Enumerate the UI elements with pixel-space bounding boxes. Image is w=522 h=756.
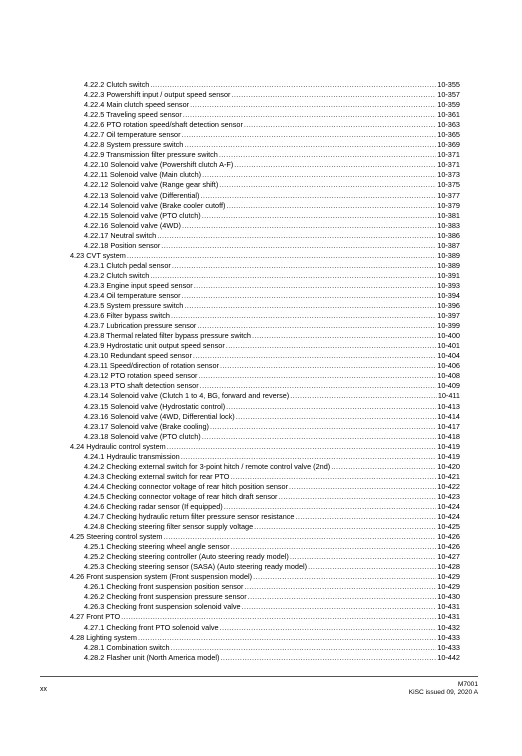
toc-dot-leader — [252, 331, 436, 341]
toc-dot-leader — [184, 301, 436, 311]
toc-dot-leader — [242, 602, 437, 612]
toc-entry-page: 10-414 — [437, 411, 460, 421]
toc-entry-title: 4.26 Front suspension system (Front suspension model) — [70, 572, 253, 582]
toc-entry-page: 10-387 — [437, 240, 460, 250]
toc-entry-page: 10-371 — [437, 150, 460, 160]
toc-dot-leader — [331, 462, 436, 472]
toc-entry-title: 4.23.17 Solenoid valve (Brake cooling) — [84, 421, 209, 431]
toc-entry-page: 10-411 — [437, 391, 460, 401]
toc-subsection-entry[interactable] — [70, 623, 460, 633]
footer-page-number: xx — [40, 686, 47, 693]
toc-section-entry[interactable] — [70, 251, 460, 261]
toc-subsection-entry[interactable] — [70, 130, 460, 140]
toc-entry-title: 4.22.15 Solenoid valve (PTO clutch) — [84, 210, 201, 220]
toc-dot-leader — [248, 592, 437, 602]
toc-entry-title: 4.22.9 Transmission filter pressure switch — [84, 150, 218, 160]
toc-dot-leader — [182, 130, 437, 140]
toc-entry-title: 4.26.2 Checking front suspension pressure sensor — [84, 592, 247, 602]
toc-entry-title: 4.23.15 Solenoid valve (Hydrostatic control) — [84, 401, 226, 411]
toc-entry-title: 4.25.3 Checking steering sensor (SASA) (Auto steering ready model) — [84, 562, 308, 572]
toc-entry-title: 4.22.8 System pressure switch — [84, 140, 184, 150]
toc-entry-page: 10-425 — [437, 522, 460, 532]
toc-dot-leader — [244, 582, 436, 592]
toc-entry-title: 4.23.4 Oil temperature sensor — [84, 290, 181, 300]
toc-entry-title: 4.23.10 Redundant speed sensor — [84, 351, 192, 361]
toc-dot-leader — [308, 562, 436, 572]
toc-entry-title: 4.22.16 Solenoid valve (4WD) — [84, 220, 181, 230]
toc-subsection-entry[interactable] — [70, 592, 460, 602]
toc-entry-title: 4.23.9 Hydrostatic unit output speed sensor — [84, 341, 225, 351]
toc-entry-title: 4.22.13 Solenoid valve (Differential) — [84, 190, 200, 200]
toc-entry-title: 4.23.13 PTO shaft detection sensor — [84, 381, 199, 391]
toc-entry-page: 10-406 — [437, 361, 460, 371]
toc-subsection-entry[interactable] — [70, 321, 460, 331]
toc-dot-leader — [157, 231, 436, 241]
toc-dot-leader — [220, 361, 436, 371]
toc-entry-title: 4.22.7 Oil temperature sensor — [84, 130, 181, 140]
toc-subsection-entry[interactable] — [70, 261, 460, 271]
footer-rule — [40, 676, 478, 677]
toc-dot-leader — [171, 311, 436, 321]
toc-entry-title: 4.25.1 Checking steering wheel angle sensor — [84, 542, 230, 552]
toc-entry-title: 4.23.16 Solenoid valve (4WD, Differential lock) — [84, 411, 235, 421]
toc-dot-leader — [138, 633, 436, 643]
toc-dot-leader — [161, 241, 436, 251]
toc-entry-page: 10-373 — [437, 170, 460, 180]
toc-subsection-entry[interactable] — [70, 472, 460, 482]
toc-subsection-entry[interactable] — [70, 191, 460, 201]
toc-dot-leader — [182, 221, 436, 231]
toc-dot-leader — [163, 532, 436, 542]
toc-entry-title: 4.22.17 Neutral switch — [84, 230, 157, 240]
toc-dot-leader — [167, 442, 437, 452]
toc-dot-leader — [220, 653, 436, 663]
toc-subsection-entry[interactable] — [70, 90, 460, 100]
toc-entry-page: 10-369 — [437, 140, 460, 150]
toc-entry-page: 10-430 — [437, 592, 460, 602]
toc-dot-leader — [234, 160, 436, 170]
toc-entry-title: 4.23.1 Clutch pedal sensor — [84, 260, 171, 270]
toc-subsection-entry[interactable] — [70, 522, 460, 532]
toc-dot-leader — [198, 371, 436, 381]
toc-subsection-entry[interactable] — [70, 241, 460, 251]
toc-entry-page: 10-357 — [437, 90, 460, 100]
toc-entry-title: 4.22.3 Powershift input / output speed sensor — [84, 90, 231, 100]
toc-dot-leader — [200, 381, 437, 391]
toc-subsection-entry[interactable] — [70, 452, 460, 462]
toc-subsection-entry[interactable] — [70, 120, 460, 130]
toc-subsection-entry[interactable] — [70, 180, 460, 190]
toc-dot-leader — [289, 482, 436, 492]
toc-entry-page: 10-397 — [437, 311, 460, 321]
toc-subsection-entry[interactable] — [70, 381, 460, 391]
toc-entry-title: 4.24.6 Checking radar sensor (If equipped) — [84, 501, 223, 511]
toc-entry-page: 10-386 — [437, 230, 460, 240]
toc-entry-page: 10-428 — [437, 562, 460, 572]
toc-entry-title: 4.22.12 Solenoid valve (Range gear shift) — [84, 180, 219, 190]
toc-entry-page: 10-404 — [437, 351, 460, 361]
toc-entry-title: 4.23.14 Solenoid valve (Clutch 1 to 4, BG, forward and reverse) — [84, 391, 290, 401]
toc-subsection-entry[interactable] — [70, 271, 460, 281]
toc-entry-page: 10-422 — [437, 481, 460, 491]
toc-subsection-entry[interactable] — [70, 170, 460, 180]
toc-entry-page: 10-426 — [437, 542, 460, 552]
toc-entry-page: 10-400 — [437, 331, 460, 341]
toc-entry-page: 10-361 — [437, 110, 460, 120]
toc-subsection-entry[interactable] — [70, 80, 460, 90]
toc-subsection-entry[interactable] — [70, 341, 460, 351]
toc-entry-page: 10-401 — [437, 341, 460, 351]
toc-section-entry[interactable] — [70, 633, 460, 643]
toc-section-entry[interactable] — [70, 612, 460, 622]
toc-entry-page: 10-426 — [437, 532, 460, 542]
toc-dot-leader — [127, 251, 436, 261]
toc-dot-leader — [202, 211, 437, 221]
toc-entry-page: 10-391 — [437, 270, 460, 280]
toc-dot-leader — [190, 100, 436, 110]
toc-entry-page: 10-429 — [437, 582, 460, 592]
toc-entry-page: 10-424 — [437, 501, 460, 511]
toc-subsection-entry[interactable] — [70, 462, 460, 472]
toc-entry-title: 4.22.14 Solenoid valve (Brake cooler cutoff) — [84, 200, 226, 210]
toc-entry-title: 4.24.5 Checking connector voltage of rear hitch draft sensor — [84, 491, 278, 501]
toc-entry-page: 10-363 — [437, 120, 460, 130]
toc-entry-page: 10-413 — [437, 401, 460, 411]
toc-dot-leader — [210, 422, 436, 432]
toc-subsection-entry[interactable] — [70, 351, 460, 361]
toc-entry-title: 4.22.11 Solenoid valve (Main clutch) — [84, 170, 202, 180]
toc-entry-page: 10-383 — [437, 220, 460, 230]
toc-dot-leader — [226, 341, 437, 351]
toc-dot-leader — [296, 512, 437, 522]
toc-dot-leader — [181, 452, 437, 462]
toc-entry-title: 4.24.8 Checking steering filter sensor supply voltage — [84, 522, 254, 532]
toc-dot-leader — [200, 191, 436, 201]
toc-entry-title: 4.22.4 Main clutch speed sensor — [84, 100, 190, 110]
toc-dot-leader — [172, 261, 436, 271]
toc-subsection-entry[interactable] — [70, 110, 460, 120]
toc-entry-title: 4.23.8 Thermal related filter bypass pressure switch — [84, 331, 251, 341]
toc-entry-page: 10-393 — [437, 280, 460, 290]
toc-entry-page: 10-365 — [437, 130, 460, 140]
toc-entry-page: 10-389 — [437, 260, 460, 270]
footer-doc-info — [409, 681, 478, 698]
toc-entry-page: 10-417 — [437, 421, 460, 431]
toc-entry-title: 4.26.1 Checking front suspension position sensor — [84, 582, 244, 592]
toc-entry-title: 4.26.3 Checking front suspension solenoid valve — [84, 602, 241, 612]
toc-entry-page: 10-375 — [437, 180, 460, 190]
toc-entry-title: 4.23.3 Engine input speed sensor — [84, 280, 193, 290]
toc-dot-leader — [231, 90, 436, 100]
toc-dot-leader — [150, 271, 436, 281]
toc-subsection-entry[interactable] — [70, 402, 460, 412]
toc-entry-title: 4.23.12 PTO rotation speed sensor — [84, 371, 198, 381]
toc-section-entry[interactable] — [70, 442, 460, 452]
toc-entry-title: 4.22.5 Traveling speed sensor — [84, 110, 182, 120]
toc-dot-leader — [253, 572, 436, 582]
toc-dot-leader — [171, 643, 437, 653]
toc-dot-leader — [121, 612, 436, 622]
toc-dot-leader — [219, 180, 436, 190]
toc-entry-page: 10-355 — [437, 80, 460, 89]
toc-subsection-entry[interactable] — [70, 201, 460, 211]
toc-entry-title: 4.24.7 Checking hydraulic return filter pressure sensor resistance — [84, 512, 295, 522]
toc-section-entry[interactable] — [70, 532, 460, 542]
toc-dot-leader — [224, 502, 437, 512]
toc-subsection-entry[interactable] — [70, 552, 460, 562]
toc-dot-leader — [278, 492, 436, 502]
toc-entry-page: 10-429 — [437, 572, 460, 582]
toc-entry-page: 10-433 — [437, 632, 460, 642]
toc-dot-leader — [244, 120, 436, 130]
toc-entry-page: 10-399 — [437, 321, 460, 331]
toc-dot-leader — [230, 472, 436, 482]
toc-entry-page: 10-442 — [437, 652, 460, 662]
toc-dot-leader — [290, 552, 436, 562]
toc-subsection-entry[interactable] — [70, 221, 460, 231]
toc-entry-title: 4.23.5 System pressure switch — [84, 301, 184, 311]
toc-entry-title: 4.27 Front PTO — [70, 612, 121, 622]
toc-subsection-entry[interactable] — [70, 100, 460, 110]
toc-entry-title: 4.22.10 Solenoid valve (Powershift clutch A-F) — [84, 160, 234, 170]
toc-dot-leader — [290, 391, 437, 401]
table-of-contents — [70, 80, 460, 663]
toc-subsection-entry[interactable] — [70, 432, 460, 442]
toc-subsection-entry[interactable] — [70, 542, 460, 552]
toc-entry-title: 4.25.2 Checking steering controller (Auto steering ready model) — [84, 552, 289, 562]
toc-subsection-entry[interactable] — [70, 492, 460, 502]
toc-entry-page: 10-432 — [437, 622, 460, 632]
toc-entry-page: 10-418 — [437, 431, 460, 441]
toc-entry-page: 10-431 — [437, 602, 460, 612]
footer-doc-code: M7001 — [457, 681, 478, 688]
toc-entry-title: 4.22.6 PTO rotation speed/shaft detection sensor — [84, 120, 243, 130]
toc-subsection-entry[interactable] — [70, 140, 460, 150]
toc-entry-page: 10-421 — [437, 471, 460, 481]
toc-dot-leader — [219, 150, 436, 160]
toc-entry-title: 4.28 Lighting system — [70, 632, 137, 642]
toc-subsection-entry[interactable] — [70, 412, 460, 422]
toc-entry-title: 4.22.2 Clutch switch — [84, 80, 150, 89]
toc-entry-page: 10-433 — [437, 642, 460, 652]
toc-subsection-entry[interactable] — [70, 301, 460, 311]
toc-subsection-entry[interactable] — [70, 231, 460, 241]
toc-dot-leader — [182, 291, 437, 301]
toc-subsection-entry[interactable] — [70, 512, 460, 522]
toc-dot-leader — [202, 170, 436, 180]
toc-entry-page: 10-409 — [437, 381, 460, 391]
toc-dot-leader — [220, 623, 437, 633]
toc-entry-title: 4.23.11 Speed/direction of rotation sensor — [84, 361, 219, 371]
toc-entry-title: 4.28.1 Combination switch — [84, 642, 170, 652]
toc-section-entry[interactable] — [70, 572, 460, 582]
toc-dot-leader — [193, 351, 436, 361]
toc-entry-page: 10-394 — [437, 290, 460, 300]
toc-entry-page: 10-377 — [437, 190, 460, 200]
toc-subsection-entry[interactable] — [70, 361, 460, 371]
toc-subsection-entry[interactable] — [70, 422, 460, 432]
toc-entry-title: 4.28.2 Flasher unit (North America model) — [84, 652, 220, 662]
toc-entry-page: 10-431 — [437, 612, 460, 622]
toc-entry-page: 10-379 — [437, 200, 460, 210]
toc-entry-title: 4.23 CVT system — [70, 250, 126, 260]
toc-subsection-entry[interactable] — [70, 150, 460, 160]
toc-entry-title: 4.24.4 Checking connector voltage of rear hitch position sensor — [84, 481, 289, 491]
toc-entry-page: 10-408 — [437, 371, 460, 381]
toc-subsection-entry[interactable] — [70, 502, 460, 512]
toc-entry-title: 4.24.3 Checking external switch for rear PTO — [84, 471, 230, 481]
toc-entry-page: 10-359 — [437, 100, 460, 110]
toc-entry-title: 4.24 Hydraulic control system — [70, 441, 166, 451]
toc-entry-page: 10-371 — [437, 160, 460, 170]
toc-entry-title: 4.24.1 Hydraulic transmission — [84, 451, 180, 461]
toc-entry-page: 10-424 — [437, 512, 460, 522]
toc-dot-leader — [202, 432, 437, 442]
toc-subsection-entry[interactable] — [70, 160, 460, 170]
toc-dot-leader — [236, 412, 437, 422]
toc-entry-title: 4.22.18 Position sensor — [84, 240, 161, 250]
toc-entry-page: 10-423 — [437, 491, 460, 501]
toc-entry-title: 4.25 Steering control system — [70, 532, 163, 542]
toc-subsection-entry[interactable] — [70, 291, 460, 301]
toc-dot-leader — [183, 110, 437, 120]
toc-subsection-entry[interactable] — [70, 582, 460, 592]
toc-subsection-entry[interactable] — [70, 331, 460, 341]
toc-subsection-entry[interactable] — [70, 371, 460, 381]
toc-subsection-entry[interactable] — [70, 643, 460, 653]
toc-entry-page: 10-389 — [437, 250, 460, 260]
toc-dot-leader — [197, 321, 436, 331]
toc-subsection-entry[interactable] — [70, 653, 460, 663]
toc-entry-title: 4.24.2 Checking external switch for 3-point hitch / remote control valve (2nd) — [84, 461, 331, 471]
toc-dot-leader — [226, 201, 436, 211]
toc-entry-page: 10-396 — [437, 301, 460, 311]
toc-entry-title: 4.23.6 Filter bypass switch — [84, 311, 170, 321]
toc-entry-page: 10-427 — [437, 552, 460, 562]
footer-issue: KiSC issued 09, 2020 A — [408, 689, 478, 697]
toc-dot-leader — [184, 140, 436, 150]
toc-entry-page: 10-419 — [437, 441, 460, 451]
toc-subsection-entry[interactable] — [70, 211, 460, 221]
toc-subsection-entry[interactable] — [70, 602, 460, 612]
toc-subsection-entry[interactable] — [70, 281, 460, 291]
toc-entry-page: 10-381 — [437, 210, 460, 220]
toc-subsection-entry[interactable] — [70, 391, 460, 401]
toc-subsection-entry[interactable] — [70, 482, 460, 492]
toc-entry-title: 4.23.2 Clutch switch — [84, 270, 150, 280]
toc-entry-title: 4.23.18 Solenoid valve (PTO clutch) — [84, 431, 201, 441]
toc-dot-leader — [194, 281, 437, 291]
toc-entry-page: 10-419 — [437, 451, 460, 461]
toc-dot-leader — [150, 80, 436, 90]
toc-entry-title: 4.23.7 Lubrication pressure sensor — [84, 321, 197, 331]
toc-dot-leader — [254, 522, 436, 532]
toc-dot-leader — [231, 542, 437, 552]
toc-subsection-entry[interactable] — [70, 311, 460, 321]
toc-entry-title: 4.27.1 Checking front PTO solenoid valve — [84, 622, 219, 632]
toc-subsection-entry[interactable] — [70, 562, 460, 572]
toc-dot-leader — [226, 402, 436, 412]
toc-entry-page: 10-420 — [437, 461, 460, 471]
